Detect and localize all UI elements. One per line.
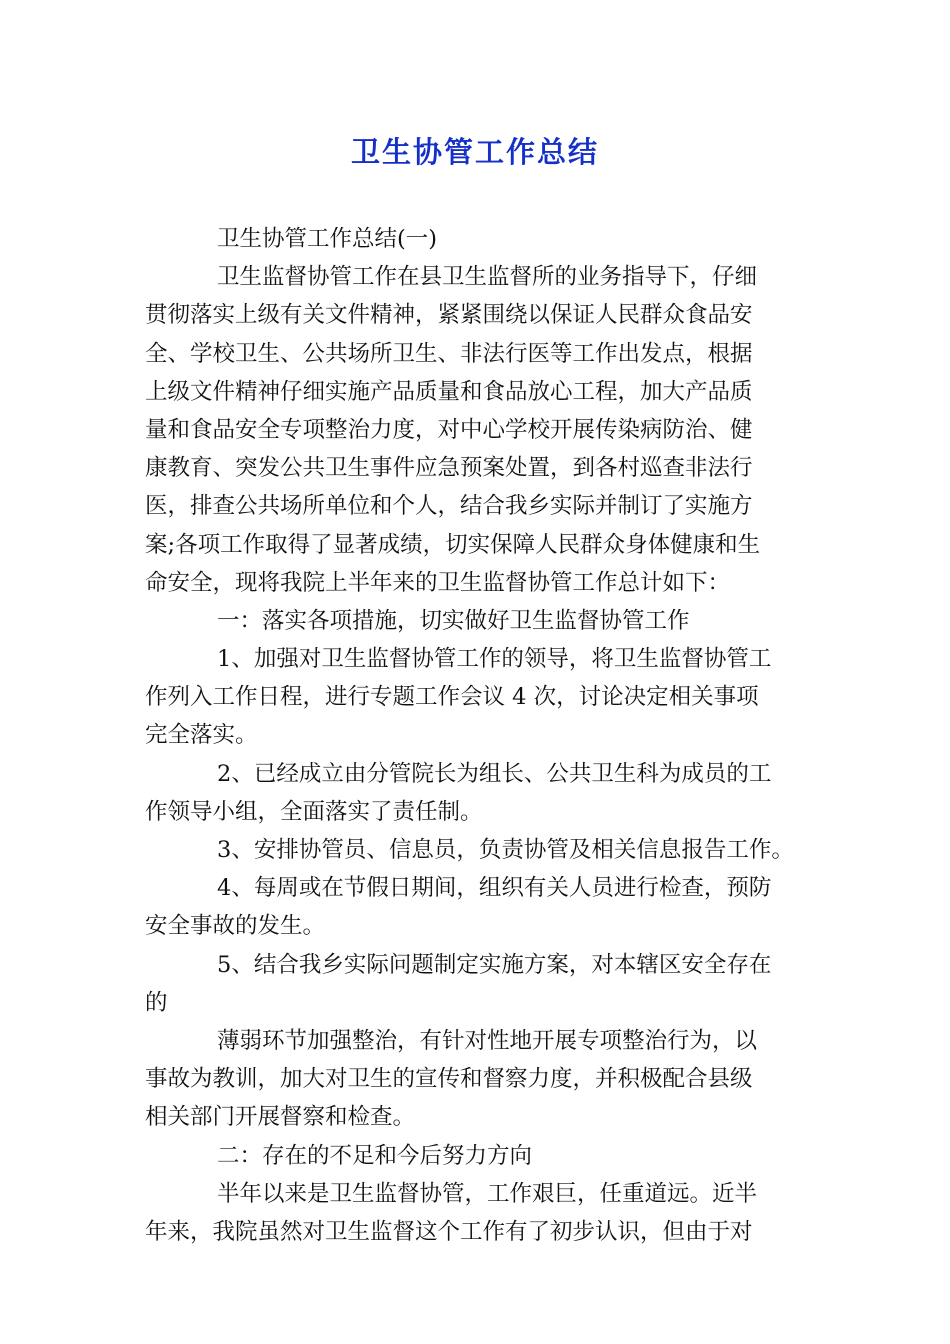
text-line: 贯彻落实上级有关文件精神，紧紧围绕以保证人民群众食品安 bbox=[145, 302, 753, 329]
text-line: 全、学校卫生、公共场所卫生、非法行医等工作出发点，根据 bbox=[145, 340, 753, 367]
text-line: 事故为教训，加大对卫生的宣传和督察力度，并积极配合县级 bbox=[145, 1066, 753, 1093]
document-body bbox=[145, 220, 810, 1251]
text-line: 完全落实。 bbox=[145, 722, 258, 749]
text-line: 上级文件精神仔细实施产品质量和食品放心工程，加大产品质 bbox=[145, 378, 753, 405]
text-line: 量和食品安全专项整治力度，对中心学校开展传染病防治、健 bbox=[145, 416, 753, 443]
text-line: 4、每周或在节假日期间，组织有关人员进行检查，预防 bbox=[217, 875, 772, 902]
text-line: 年来，我院虽然对卫生监督这个工作有了初步认识，但由于对 bbox=[145, 1218, 753, 1245]
text-line: 一：落实各项措施，切实做好卫生监督协管工作 bbox=[217, 607, 690, 634]
text-line: 半年以来是卫生监督协管，工作艰巨，任重道远。近半 bbox=[217, 1180, 758, 1207]
text-line: 案;各项工作取得了显著成绩，切实保障人民群众身体健康和生 bbox=[145, 531, 761, 558]
text-line: 薄弱环节加强整治，有针对性地开展专项整治行为，以 bbox=[217, 1027, 758, 1054]
text-line: 作领导小组，全面落实了责任制。 bbox=[145, 798, 483, 825]
text-line: 5、结合我乡实际问题制定实施方案，对本辖区安全存在 bbox=[217, 951, 772, 978]
text-line: 1、加强对卫生监督协管工作的领导，将卫生监督协管工 bbox=[217, 646, 772, 673]
text-line: 2、已经成立由分管院长为组长、公共卫生科为成员的工 bbox=[217, 760, 772, 787]
text-line: 二：存在的不足和今后努力方向 bbox=[217, 1142, 533, 1169]
text-line: 相关部门开展督察和检查。 bbox=[145, 1104, 416, 1131]
text-line: 安全事故的发生。 bbox=[145, 913, 326, 940]
text-line: 卫生监督协管工作在县卫生监督所的业务指导下，仔细 bbox=[217, 264, 758, 291]
text-line: 的 bbox=[145, 989, 168, 1016]
text-line: 3、安排协管员、信息员，负责协管及相关信息报告工作。 bbox=[217, 837, 794, 863]
document-title: 卫生协管工作总结 bbox=[350, 135, 599, 169]
text-line: 医，排查公共场所单位和个人，结合我乡实际并制订了实施方 bbox=[145, 493, 753, 520]
text-line: 卫生协管工作总结(一) bbox=[217, 226, 438, 252]
text-line: 康教育、突发公共卫生事件应急预案处置，到各村巡查非法行 bbox=[145, 455, 753, 482]
text-line: 命安全，现将我院上半年来的卫生监督协管工作总计如下： bbox=[145, 569, 731, 596]
text-line: 作列入工作日程，进行专题工作会议 4 次，讨论决定相关事项 bbox=[145, 684, 759, 711]
